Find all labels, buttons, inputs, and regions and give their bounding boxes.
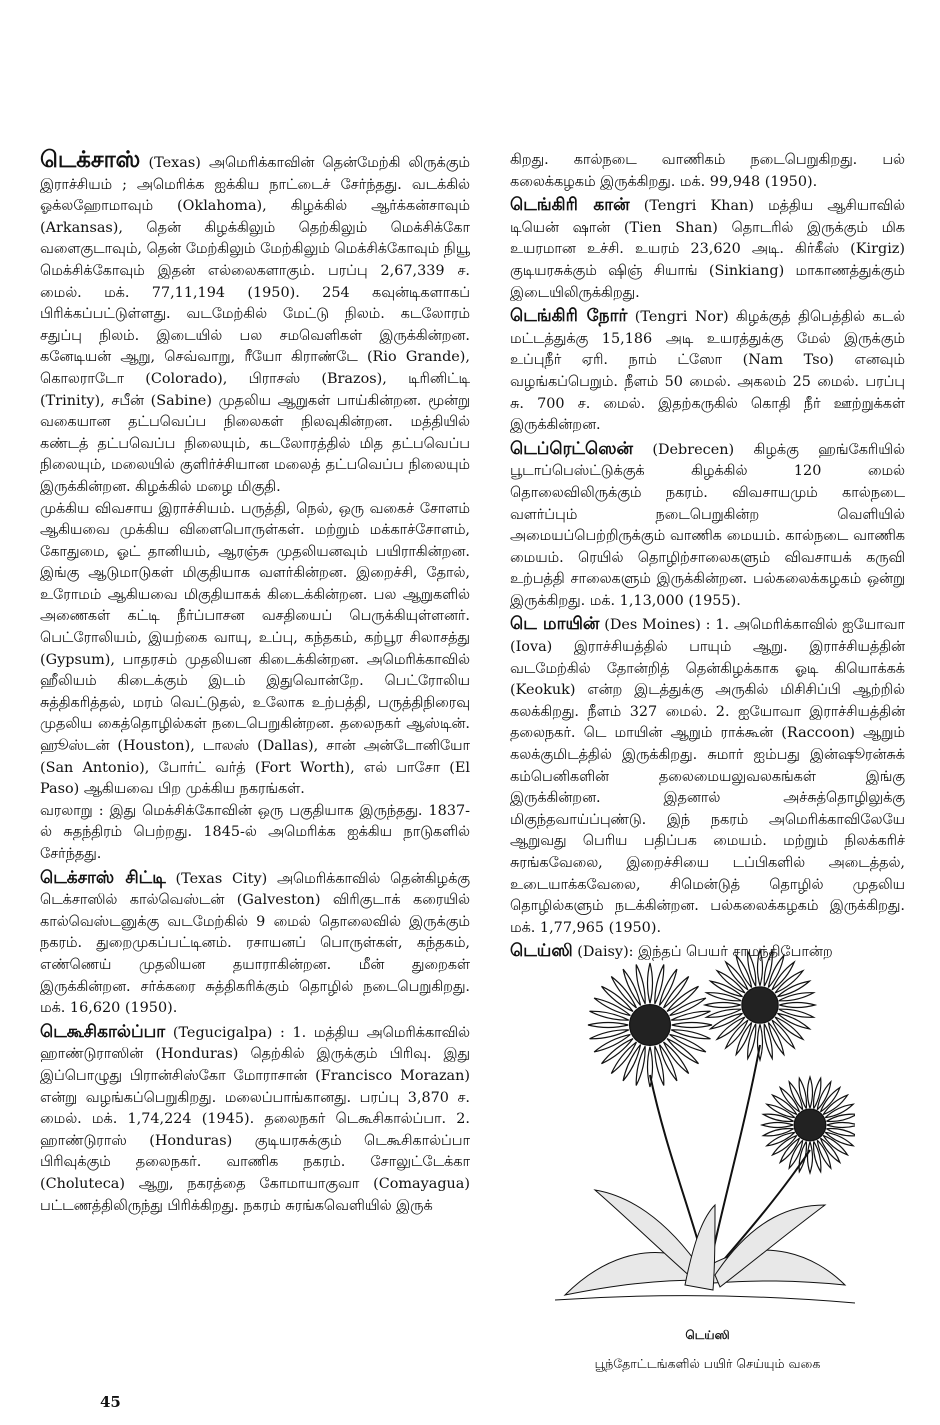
entry-body: (Texas City) அமெரிக்காவில் தென்கிழக்கு டெக்சாஸில் கால்வெஸ்டன் (Galveston) விரிகுடாக் கரையில் கால்வெஸ்டனுக்கு வடமேற்கில் 9 மைல் தொலைவில் இருக்கும் நகரம். துறைமுகப்பட்டினம். ரசாயனப் பொருள்கள், கந்தகம், எண்ணெய் முதலியன தயாராகின்றன. மீன் துறைகள் இருக்கின்றன. சர்க்கரை சுத்திகரிக்கும் தொழில் நடைபெறுகிறது. மக். 16,620 (1950). [40, 870, 470, 1017]
entry-headword: டெங்கிரி நோர் [510, 306, 628, 327]
entry-headword: டெய்ஸி [510, 941, 573, 962]
daisy-petal [726, 1020, 748, 1048]
daisy-petal [763, 1114, 793, 1121]
daisy-petal [636, 1046, 645, 1085]
entry-headword: டெங்கிரி கான் [510, 195, 630, 216]
entry-body: (Debrecen) கிழக்கு ஹங்கேரியில் பூடாப்பெஸ்ட்டுக்குக் கிழக்கில் 120 மைல் தொலைவிலிருக்கும் நகரம். விவசாயமும் கால்நடை வளர்ப்பும் நடைபெறுகின்ற வெளியில் அமையப்பெற்றிருக்கும் வாணிக மையம். கால்நடை வாணிக மையம். ரெயில் தொழிற்சாலைகளும் விவசாயக் கருவி உற்பத்தி சாலைகளும் இருக்கின்றன. பல்கலைக்கழகம் ஒன்று இருக்கிறது. மக். 1,13,000 (1955). [510, 441, 905, 609]
daisy-petal [611, 977, 636, 1009]
figure-caption-text: பூந்தோட்டங்களில் பயிர் செய்யும் வகை [594, 1356, 821, 1371]
daisy-petal [705, 1003, 741, 1008]
entry-body: (Tengri Nor) கிழக்குத் திபெத்தில் கடல் மட்டத்துக்கு 15,186 அடி உயரத்துக்கு மேல் இருக்கும் உப்புநீர் ஏரி. நாம் ட்ஸோ (Nam Tso) எனவும் வழங்கப்பெறும். நீளம் 50 மைல். அகலம் 25 மைல். பரப்பு சு. 700 ச. மைல். இதற்கருகில் கொதி நீர் ஊற்றுக்கள் இருக்கின்றன. [510, 309, 905, 434]
daisy-petal [808, 1077, 813, 1108]
dictionary-entry [40, 1022, 470, 1217]
daisy-petal [588, 1023, 628, 1028]
right-column [510, 150, 905, 966]
entry-headword: டெ மாயின் [510, 614, 600, 635]
daisy-petal [748, 1024, 756, 1059]
daisy-petal [826, 1114, 855, 1121]
daisy-petal [779, 1003, 815, 1008]
daisy-center [742, 987, 778, 1023]
daisy-petal [814, 1078, 821, 1108]
daisy-petal [775, 1017, 803, 1039]
entry-headword: டெப்ரெட்ஸென் [510, 438, 633, 459]
daisy-petal [672, 1023, 712, 1028]
daisy-petal [775, 971, 803, 993]
daisy-petal [717, 1017, 745, 1039]
daisy-petal [779, 993, 814, 1001]
daisy-center [630, 1005, 671, 1046]
daisy-petal [717, 971, 745, 993]
daisy-petal [664, 1042, 689, 1074]
daisy-petal [667, 986, 699, 1011]
entry-body: (Texas) அமெரிக்காவின் தென்மேற்கி லிருக்கும் இராச்சியம் ; அமெரிக்க ஐக்கிய நாட்டைச் சேர்ந்தது. வடக்கில் ஓக்லஹோமாவும் (Oklahoma), கிழக்கில் ஆர்க்கன்சாவும் (Arkansas), தென் கிழக்கிலும் தெற்கிலும் மெக்சிக்கோ வளைகுடாவும், தென் மேற்கிலும் மேற்கிலும் மெக்சிக்கோவும் நியூ மெக்சிக்கோவும் இதன் எல்லைகளாகும். பரப்பு 2,67,339 ச. மைல். மக். 77,11,194 (1950). 254 கவுன்டிகளாகப் பிரிக்கப்பட்டுள்ளது. வடமேற்கில் மேட்டு நிலம். கடலோரம் சதுப்பு நிலம். இடையில் பல சமவெளிகள் இருக்கின்றன. கனேடியன் ஆறு, செவ்வாறு, ரீயோ கிராண்டே (Rio Grande), கொலராடோ (Colorado), பிராசஸ் (Brazos), டிரினிட்டி (Trinity), சபீன் (Sabine) முதலிய ஆறுகள் பாய்கின்றன. மூன்று வகையான தட்பவெப்ப நிலைகள் நிலவுகின்றன. மத்தியில் கண்டத் தட்பவெப்ப நிலையும், கடலோரத்தில் மித தட்பவெப்ப நிலையும், மலையில் குளிர்ச்சியான மலைத் தட்பவெப்ப நிலையும் இருக்கின்றன. கிழக்கில் மழை மிகுதி. [40, 155, 470, 495]
daisy-center [794, 1109, 826, 1141]
dictionary-entry [510, 439, 905, 613]
dictionary-entry [510, 614, 905, 939]
daisy-petal [826, 1129, 855, 1136]
daisy-petal [764, 951, 772, 986]
daisy-petal [772, 962, 794, 990]
entry-headword: டெக்சாஸ் சிட்டி [40, 867, 166, 888]
daisy-petal [590, 1011, 629, 1020]
daisy-petal [726, 962, 748, 990]
daisy-petal [671, 1011, 710, 1020]
daisy-petal [799, 1078, 806, 1108]
daisy-petal [602, 986, 634, 1011]
dictionary-entry [510, 150, 905, 193]
entry-headword: டெகூசிகால்ப்பா [40, 1021, 166, 1042]
entry-paragraph: வரலாறு : இது மெக்சிக்கோவின் ஒரு பகுதியாக இருந்தது. 1837-ல் சுதந்திரம் பெற்றது. 1845-ல் அமெரிக்க ஐக்கிய நாடுகளில் சேர்ந்தது. [40, 802, 470, 862]
daisy-petal [763, 1129, 793, 1136]
entry-body: (Tengri Khan) மத்திய ஆசியாவில் டியென் ஷான் (Tien Shan) தொடரில் இருக்கும் மிக உயரமான உச்சி. உயரம் 23,620 அடி. கிர்கீஸ் (Kirgiz) குடியரசுக்கும் ஷிஞ் சியாங் (Sinkiang) மாகாணத்துக்கும் இடையிலிருக்கிறது. [510, 198, 905, 301]
entry-body: கிறது. கால்நடை வாணிகம் நடைபெறுகிறது. பல் கலைக்கழகம் இருக்கிறது. மக். 99,948 (1950). [510, 152, 905, 190]
dictionary-entry [510, 306, 905, 437]
daisy-petal [611, 1042, 636, 1074]
dictionary-entry [510, 195, 905, 304]
daisy-petal [779, 1009, 814, 1017]
daisy-petal [762, 1123, 793, 1128]
daisy-petal [667, 1039, 699, 1064]
daisy-petal [764, 1024, 772, 1059]
daisy-petal [602, 1039, 634, 1064]
daisy-petal [664, 977, 689, 1009]
entry-headword: டெக்சாஸ் [40, 147, 141, 173]
page-number: 45 [100, 1393, 121, 1411]
daisy-petal [827, 1123, 855, 1128]
daisy-petal [648, 963, 653, 1003]
entry-body: (Tegucigalpa) : 1. மத்திய அமெரிக்காவில் ஹாண்டுராஸின் (Honduras) தெற்கில் இருக்கும் பிரிவு. இது இப்பொழுது பிரான்சிஸ்கோ மோராசான் (Francisco Morazan) என்று வழங்கப்பெறுகிறது. மலைப்பாங்கானது. பரப்பு 3,870 ச. மைல். மக். 1,74,224 (1945). தலைநகர் டெகூசிகால்ப்பா. 2. ஹாண்டுராஸ் (Honduras) குடியரசுக்கும் டெகூசிகால்ப்பா பிரிவுக்கும் தலைநகர். வாணிக நகரம். சோலுட்டேக்கா (Choluteca) ஆறு, நகரத்தை கோமாயாகுவா (Comayagua) பட்டணத்திலிருந்து பிரிக்கிறது. நகரம் சுரங்கவெளியில் இருக் [40, 1024, 470, 1214]
left-column [40, 147, 470, 1219]
daisy-petal [772, 1020, 794, 1048]
daisy-petal [706, 993, 741, 1001]
dictionary-entry [40, 868, 470, 1020]
daisy-petal [814, 1141, 821, 1171]
figure-caption-title: டெய்ஸி [685, 1328, 730, 1342]
daisy-petal [636, 965, 645, 1004]
entry-paragraph: முக்கிய விவசாய இராச்சியம். பருத்தி, நெல், ஒரு வகைச் சோளம் ஆகியவை முக்கிய விளைபொருள்கள். மற்றும் மக்காச்சோளம், கோதுமை, ஓட் தானியம், ஆரஞ்சு முதலியனவும் பயிராகின்றன. இங்கு ஆடுமாடுகள் மிகுதியாக வளர்கின்றன. இறைச்சி, தோல், உரோமம் ஆகியவை மிகுதியாகக் கிடைக்கின்றன. பல ஆறுகளில் அணைகள் கட்டி நீர்ப்பாசன வசதியைப் பெருக்கியுள்ளனர். பெட்ரோலியம், இயற்கை வாயு, உப்பு, கந்தகம், கற்பூர சிலாசத்து (Gypsum), பாதரசம் முதலியன கிடைக்கின்றன. அமெரிக்காவில் ஹீலியம் கிடைக்கும் இடம் இதுவொன்றே. பெட்ரோலிய சுத்திகரித்தல், மரம் வெட்டுதல், உலோக உற்பத்தி, பருத்திநிரைவு முதலிய கைத்தொழில்கள் நடைபெறுகின்றன. தலைநகர் ஆஸ்டின். ஹூஸ்டன் (Houston), டாலஸ் (Dallas), சான் அன்டோனியோ (San Antonio), போர்ட் வர்த் (Fort Worth), எல் பாசோ (El Paso) ஆகியவை பிற முக்கிய நகரங்கள். [40, 500, 470, 798]
daisy-petal [671, 1030, 710, 1039]
dictionary-entry [40, 147, 470, 866]
daisy-petal [706, 1009, 741, 1017]
entry-body: (Daisy): இந்தப் பெயர் சாமந்திபோன்ற [572, 944, 833, 961]
entry-body: (Des Moines) : 1. அமெரிக்காவில் ஐயோவா (Iova) இராச்சியத்தில் பாயும் ஆறு. இராச்சியத்தின் வடமேற்கில் தோன்றித் தென்கிழக்காக ஓடி கியொக்கக் (Keokuk) என்ற இடத்துக்கு அருகில் மிசிசிப்பி ஆற்றில் கலக்கிறது. நீளம் 327 மைல். 2. ஐயோவா இராச்சியத்தின் தலைநகர். டெ மாயின் ஆறும் ராக்கூன் (Raccoon) ஆறும் கலக்குமிடத்தில் இருக்கிறது. சுமார் ஐம்பது இன்ஷூரன்சுக் கம்பெனிகளின் தலைமையலுவலகங்கள் இங்கு இருக்கின்றன. இதனால் அச்சுத்தொழிலுக்கு மிகுந்தவாய்ப்புண்டு. இந் நகரம் அமெரிக்காவிலேயே ஆறுவது பெரிய பதிப்பக மையம். மற்றும் நிலக்கரிச் சுரங்கவேலை, இறைச்சியை டப்பிகளில் அடைத்தல், உடையாக்கவேலை, சிமென்டுத் தொழில் முதலிய தொழில்களும் நடக்கின்றன. பல்கலைக்கழகம் இருக்கிறது. மக். 1,77,965 (1950). [510, 617, 905, 936]
daisy-petal [748, 951, 756, 986]
daisy-petal [590, 1030, 629, 1039]
daisy-petal [758, 950, 763, 986]
daisy-petal [655, 965, 664, 1004]
daisy-illustration [555, 935, 855, 1325]
daisy-petal [655, 1046, 664, 1085]
daisy-petal [808, 1142, 813, 1173]
